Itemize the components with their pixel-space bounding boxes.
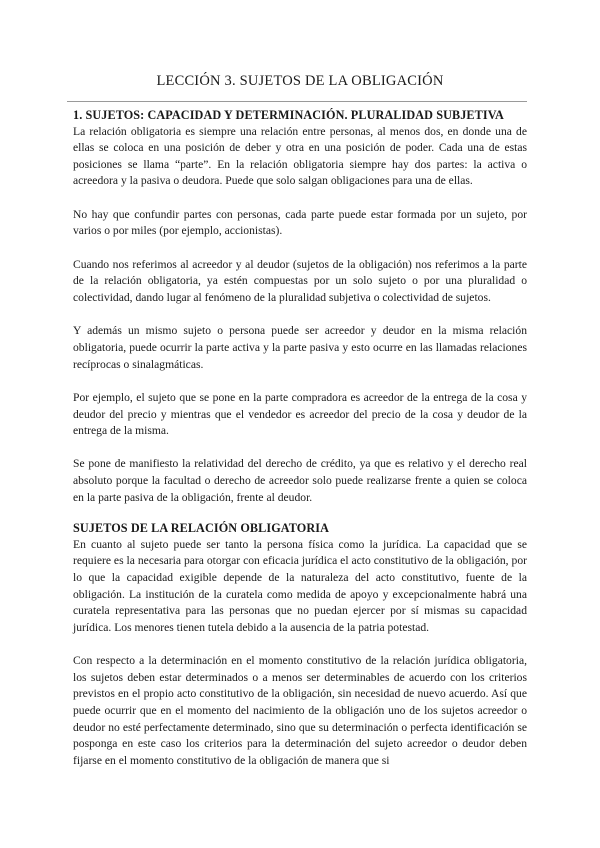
section-heading: SUJETOS DE LA RELACIÓN OBLIGATORIA — [73, 521, 330, 536]
paragraph: En cuanto al sujeto puede ser tanto la persona física como la jurídica. La capacidad que se requiere es la necesaria para otorgar con eficacia jurídica el acto constitutivo de la obligación, por lo que la capacidad exigible depende de la naturaleza del acto constitutivo, fuente de la obligación. La institución de la curatela como medida de apoyo y excepcionalmente habrá una curatela representativa para las personas que no puedan ejercer por sí mismas su capacidad jurídica. Los menores tienen tutela debido a la ausencia de la patria potestad. — [73, 537, 527, 634]
paragraph: Se pone de manifiesto la relatividad del derecho de crédito, ya que es relativo y el derecho real absoluto porque la facultad o derecho de acreedor solo puede realizarse frente a quien se coloca en la parte pasiva de la obligación, frente al deudor. — [73, 457, 527, 504]
paragraph: No hay que confundir partes con personas, cada parte puede estar formada por un sujeto, por varios o por miles (por ejemplo, accionistas). — [73, 207, 527, 238]
document-body — [73, 107, 527, 769]
paragraph: La relación obligatoria es siempre una relación entre personas, al menos dos, en donde una de ellas se coloca en una posición de deber y otra en una posición de poder. Cada una de estas posiciones se llama “parte”. En la relación obligatoria siempre hay dos partes: la activa o acreedora y la pasiva o deudora. Puede que solo salgan obligaciones para una de ellas. — [73, 124, 527, 188]
paragraph: Y además un mismo sujeto o persona puede ser acreedor y deudor en la misma relación obligatoria, puede ocurrir la parte activa y la parte pasiva y esto ocurre en las llamadas relaciones recíprocas o sinalagmáticas. — [73, 324, 527, 371]
paragraph: Cuando nos referimos al acreedor y al deudor (sujetos de la obligación) nos referimos a la parte de la relación obligatoria, ya estén compuestas por un solo sujeto o por una pluralidad o colectividad, dando lugar al fenómeno de la pluralidad subjetiva o colectividad de sujetos. — [73, 257, 527, 304]
section-heading: 1. SUJETOS: CAPACIDAD Y DETERMINACIÓN. PLURALIDAD SUBJETIVA — [73, 108, 504, 122]
document-title: LECCIÓN 3. SUJETOS DE LA OBLIGACIÓN — [156, 73, 444, 89]
paragraph: Por ejemplo, el sujeto que se pone en la parte compradora es acreedor de la entrega de la cosa y deudor del precio y mientras que el vendedor es acreedor del precio de la cosa y deudor de la entrega de la misma. — [73, 390, 527, 438]
paragraph: Con respecto a la determinación en el momento constitutivo de la relación jurídica obligatoria, los sujetos deben estar determinados o a menos ser determinables de acuerdo con los criterios previstos en el propio acto constitutivo de la obligación, sin necesidad de nuevo acuerdo. Así que puede ocurrir que en el momento del nacimiento de la obligación uno de los sujetos acreedor o deudor no esté perfectamente determinado, sino que su determinación o perfecta identificación se posponga en este caso los criterios para la determinación del sujeto acreedor o deudor deben fijarse en el momento constitutivo de la obligación de manera que si — [73, 654, 527, 767]
title-divider — [67, 101, 527, 102]
